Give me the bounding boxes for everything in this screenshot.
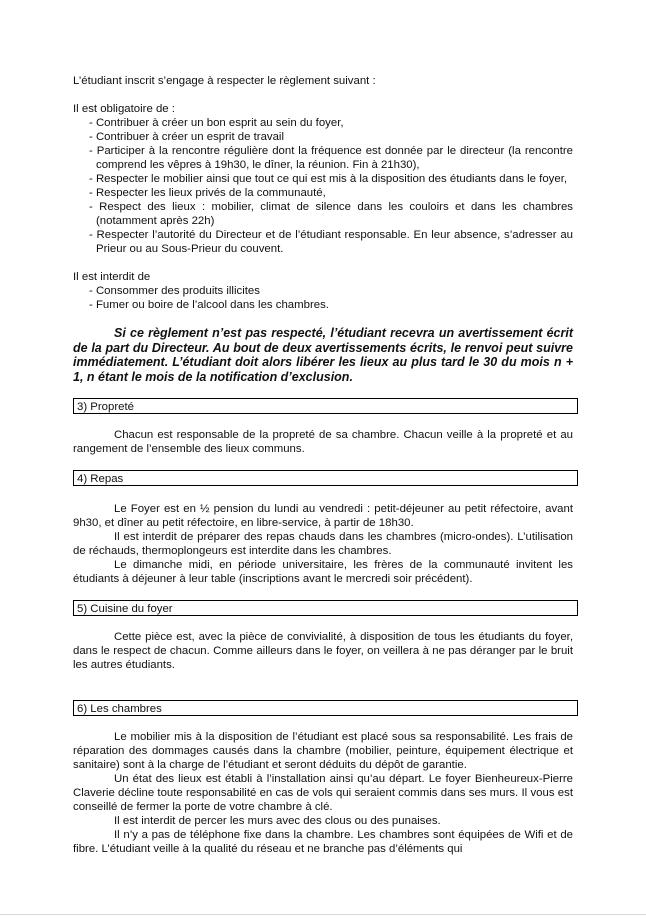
section-header-repas: 4) Repas [73,470,578,486]
chambres-paragraph: Il est interdit de percer les murs avec des clous ou des punaises. [114,815,441,827]
list-item: - Participer à la rencontre régulière dont la fréquence est donnée par le directeur (la rencontre comprend les vêpres à 19h30, le dîner, la réunion. Fin à 21h30), [89,145,573,171]
list-item: - Contribuer à créer un esprit de travail [89,131,284,143]
warning-paragraph: Si ce règlement n’est pas respecté, l’étudiant recevra un avertissement écrit de la part du Directeur. Au bout de deux avertissements écrits, le renvoi peut suivre immédiatement. L’étudiant doit alors libérer les lieux au plus tard le 30 du mois n + 1, n étant le mois de la notification d’exclusion. [73,326,573,384]
obligations-list [73,116,573,256]
prohibitions-list [73,284,573,312]
list-item: - Respecter l’autorité du Directeur et de l’étudiant responsable. En leur absence, s’adresser au Prieur ou au Sous-Prieur du couvent. [89,229,573,255]
repas-paragraph: Il est interdit de préparer des repas chauds dans les chambres (micro-ondes). L’utilisation de réchauds, thermoplongeurs est interdite dans les chambres. [73,531,573,557]
proprete-paragraph: Chacun est responsable de la propreté de sa chambre. Chacun veille à la propreté et au rangement de l’ensemble des lieux communs. [73,429,573,455]
list-item: - Respecter le mobilier ainsi que tout ce qui est mis à la disposition des étudiants dans le foyer, [89,173,568,185]
chambres-paragraph: Le mobilier mis à la disposition de l’étudiant est placé sous sa responsabilité. Les frais de réparation des dommages causés dans la chambre (mobilier, peinture, équipement électrique et sanitaire) sont à la charge de l’étudiant et seront déduits du dépôt de garantie. [73,731,573,771]
list-item: - Respect des lieux : mobilier, climat de silence dans les couloirs et dans les chambres (notamment après 22h) [89,201,573,227]
repas-paragraph: Le dimanche midi, en période universitaire, les frères de la communauté invitent les étudiants à déjeuner à leur table (inscriptions avant le mercredi soir précédent). [73,559,573,585]
list-item: - Fumer ou boire de l’alcool dans les chambres. [89,299,329,311]
list-item: - Contribuer à créer un bon esprit au sein du foyer, [89,117,344,129]
section-header-cuisine: 5) Cuisine du foyer [73,600,578,616]
chambres-paragraph: Un état des lieux est établi à l’installation ainsi qu’au départ. Le foyer Bienheureux-Pierre Claverie décline toute responsabilité en cas de vols qui seraient commis dans ses murs. Il vous est conseillé de fermer la porte de votre chambre à clé. [73,773,573,813]
page-bottom-divider [0,914,646,915]
obligations-heading: Il est obligatoire de : [73,103,175,115]
prohibitions-heading: Il est interdit de [73,271,151,283]
document-page [73,0,573,856]
section-header-proprete: 3) Propreté [73,398,578,414]
intro-text: L’étudiant inscrit s’engage à respecter le règlement suivant : [73,75,376,87]
cuisine-paragraph: Cette pièce est, avec la pièce de convivialité, à disposition de tous les étudiants du foyer, dans le respect de chacun. Comme ailleurs dans le foyer, on veillera à ne pas déranger par le bruit les autres étudiants. [73,631,573,671]
list-item: - Consommer des produits illicites [89,285,260,297]
section-header-chambres: 6) Les chambres [73,700,578,716]
list-item: - Respecter les lieux privés de la communauté, [89,187,326,199]
repas-paragraph: Le Foyer est en ½ pension du lundi au vendredi : petit-déjeuner au petit réfectoire, avant 9h30, et dîner au petit réfectoire, en libre-service, à partir de 18h30. [73,503,573,529]
chambres-paragraph: Il n’y a pas de téléphone fixe dans la chambre. Les chambres sont équipées de Wifi et de fibre. L’étudiant veille à la qualité du réseau et ne branche pas d’éléments qui [73,829,573,855]
